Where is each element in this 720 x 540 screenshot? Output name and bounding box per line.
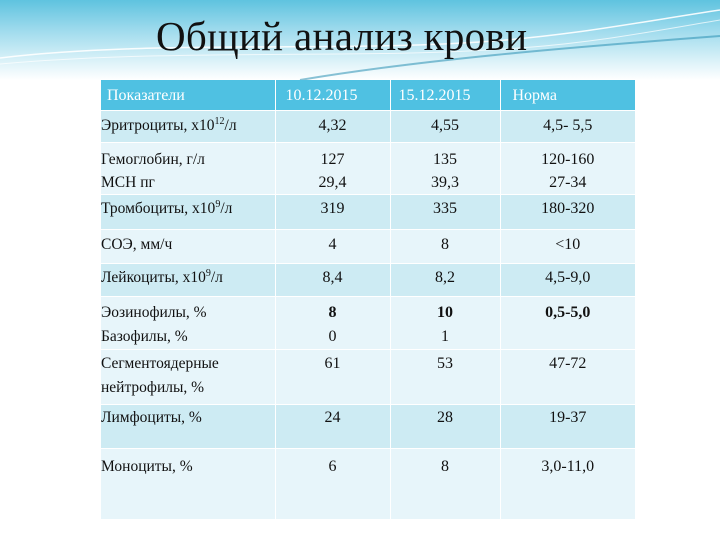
row-label: Лейкоциты, $х10^9/л$ xyxy=(101,264,275,297)
value-date-2: 8,2 xyxy=(390,264,500,297)
value-date-1: 24 xyxy=(275,405,390,449)
value-date-2: 8 xyxy=(390,230,500,264)
slide-title: Общий анализ крови xyxy=(156,13,528,59)
row-label: Сегментоядерные нейтрофилы, % xyxy=(101,350,275,405)
row-label: Гемоглобин, г/л МСН пг xyxy=(101,143,275,195)
table-row xyxy=(101,111,635,143)
value-norm: 4,5-9,0 xyxy=(500,264,635,297)
value-norm: 0,5-5,0 xyxy=(500,297,635,350)
value-norm: 19-37 xyxy=(500,405,635,449)
value-date-2: 4,55 xyxy=(390,111,500,143)
value-date-1: 6 xyxy=(275,449,390,520)
table-row xyxy=(101,230,635,264)
row-label: Лимфоциты, % xyxy=(101,405,275,449)
value-date-2: 10 1 xyxy=(390,297,500,350)
table-row xyxy=(101,449,635,520)
table-row xyxy=(101,297,635,350)
value-norm: 120-160 27-34 xyxy=(500,143,635,195)
header-date-2: 15.12.2015 xyxy=(390,80,500,111)
row-label: Тромбоциты, $х10^9/л$ xyxy=(101,195,275,230)
value-norm: <10 xyxy=(500,230,635,264)
value-date-1: 127 29,4 xyxy=(275,143,390,195)
table-header-row xyxy=(101,80,635,111)
blood-test-table xyxy=(101,80,635,520)
value-date-1: 4,32 xyxy=(275,111,390,143)
row-label: Эритроциты, $х10^{12}/л$ xyxy=(101,111,275,143)
value-date-2: 28 xyxy=(390,405,500,449)
value-date-1: 61 xyxy=(275,350,390,405)
table-row xyxy=(101,405,635,449)
header-indicators: Показатели xyxy=(101,80,275,111)
value-norm: 180-320 xyxy=(500,195,635,230)
value-norm: 3,0-11,0 xyxy=(500,449,635,520)
value-date-2: 135 39,3 xyxy=(390,143,500,195)
header-date-1: 10.12.2015 xyxy=(275,80,390,111)
value-date-1: 4 xyxy=(275,230,390,264)
value-norm: 47-72 xyxy=(500,350,635,405)
value-date-2: 8 xyxy=(390,449,500,520)
value-date-1: 8 0 xyxy=(275,297,390,350)
table-row xyxy=(101,264,635,297)
value-date-2: 53 xyxy=(390,350,500,405)
value-norm: 4,5- 5,5 xyxy=(500,111,635,143)
value-date-1: 319 xyxy=(275,195,390,230)
row-label: Моноциты, % xyxy=(101,449,275,520)
row-label: СОЭ, мм/ч xyxy=(101,230,275,264)
table-row xyxy=(101,350,635,405)
table-row xyxy=(101,195,635,230)
row-label: Эозинофилы, % Базофилы, % xyxy=(101,297,275,350)
header-norm: Норма xyxy=(500,80,635,111)
value-date-1: 8,4 xyxy=(275,264,390,297)
value-date-2: 335 xyxy=(390,195,500,230)
table-row xyxy=(101,143,635,195)
